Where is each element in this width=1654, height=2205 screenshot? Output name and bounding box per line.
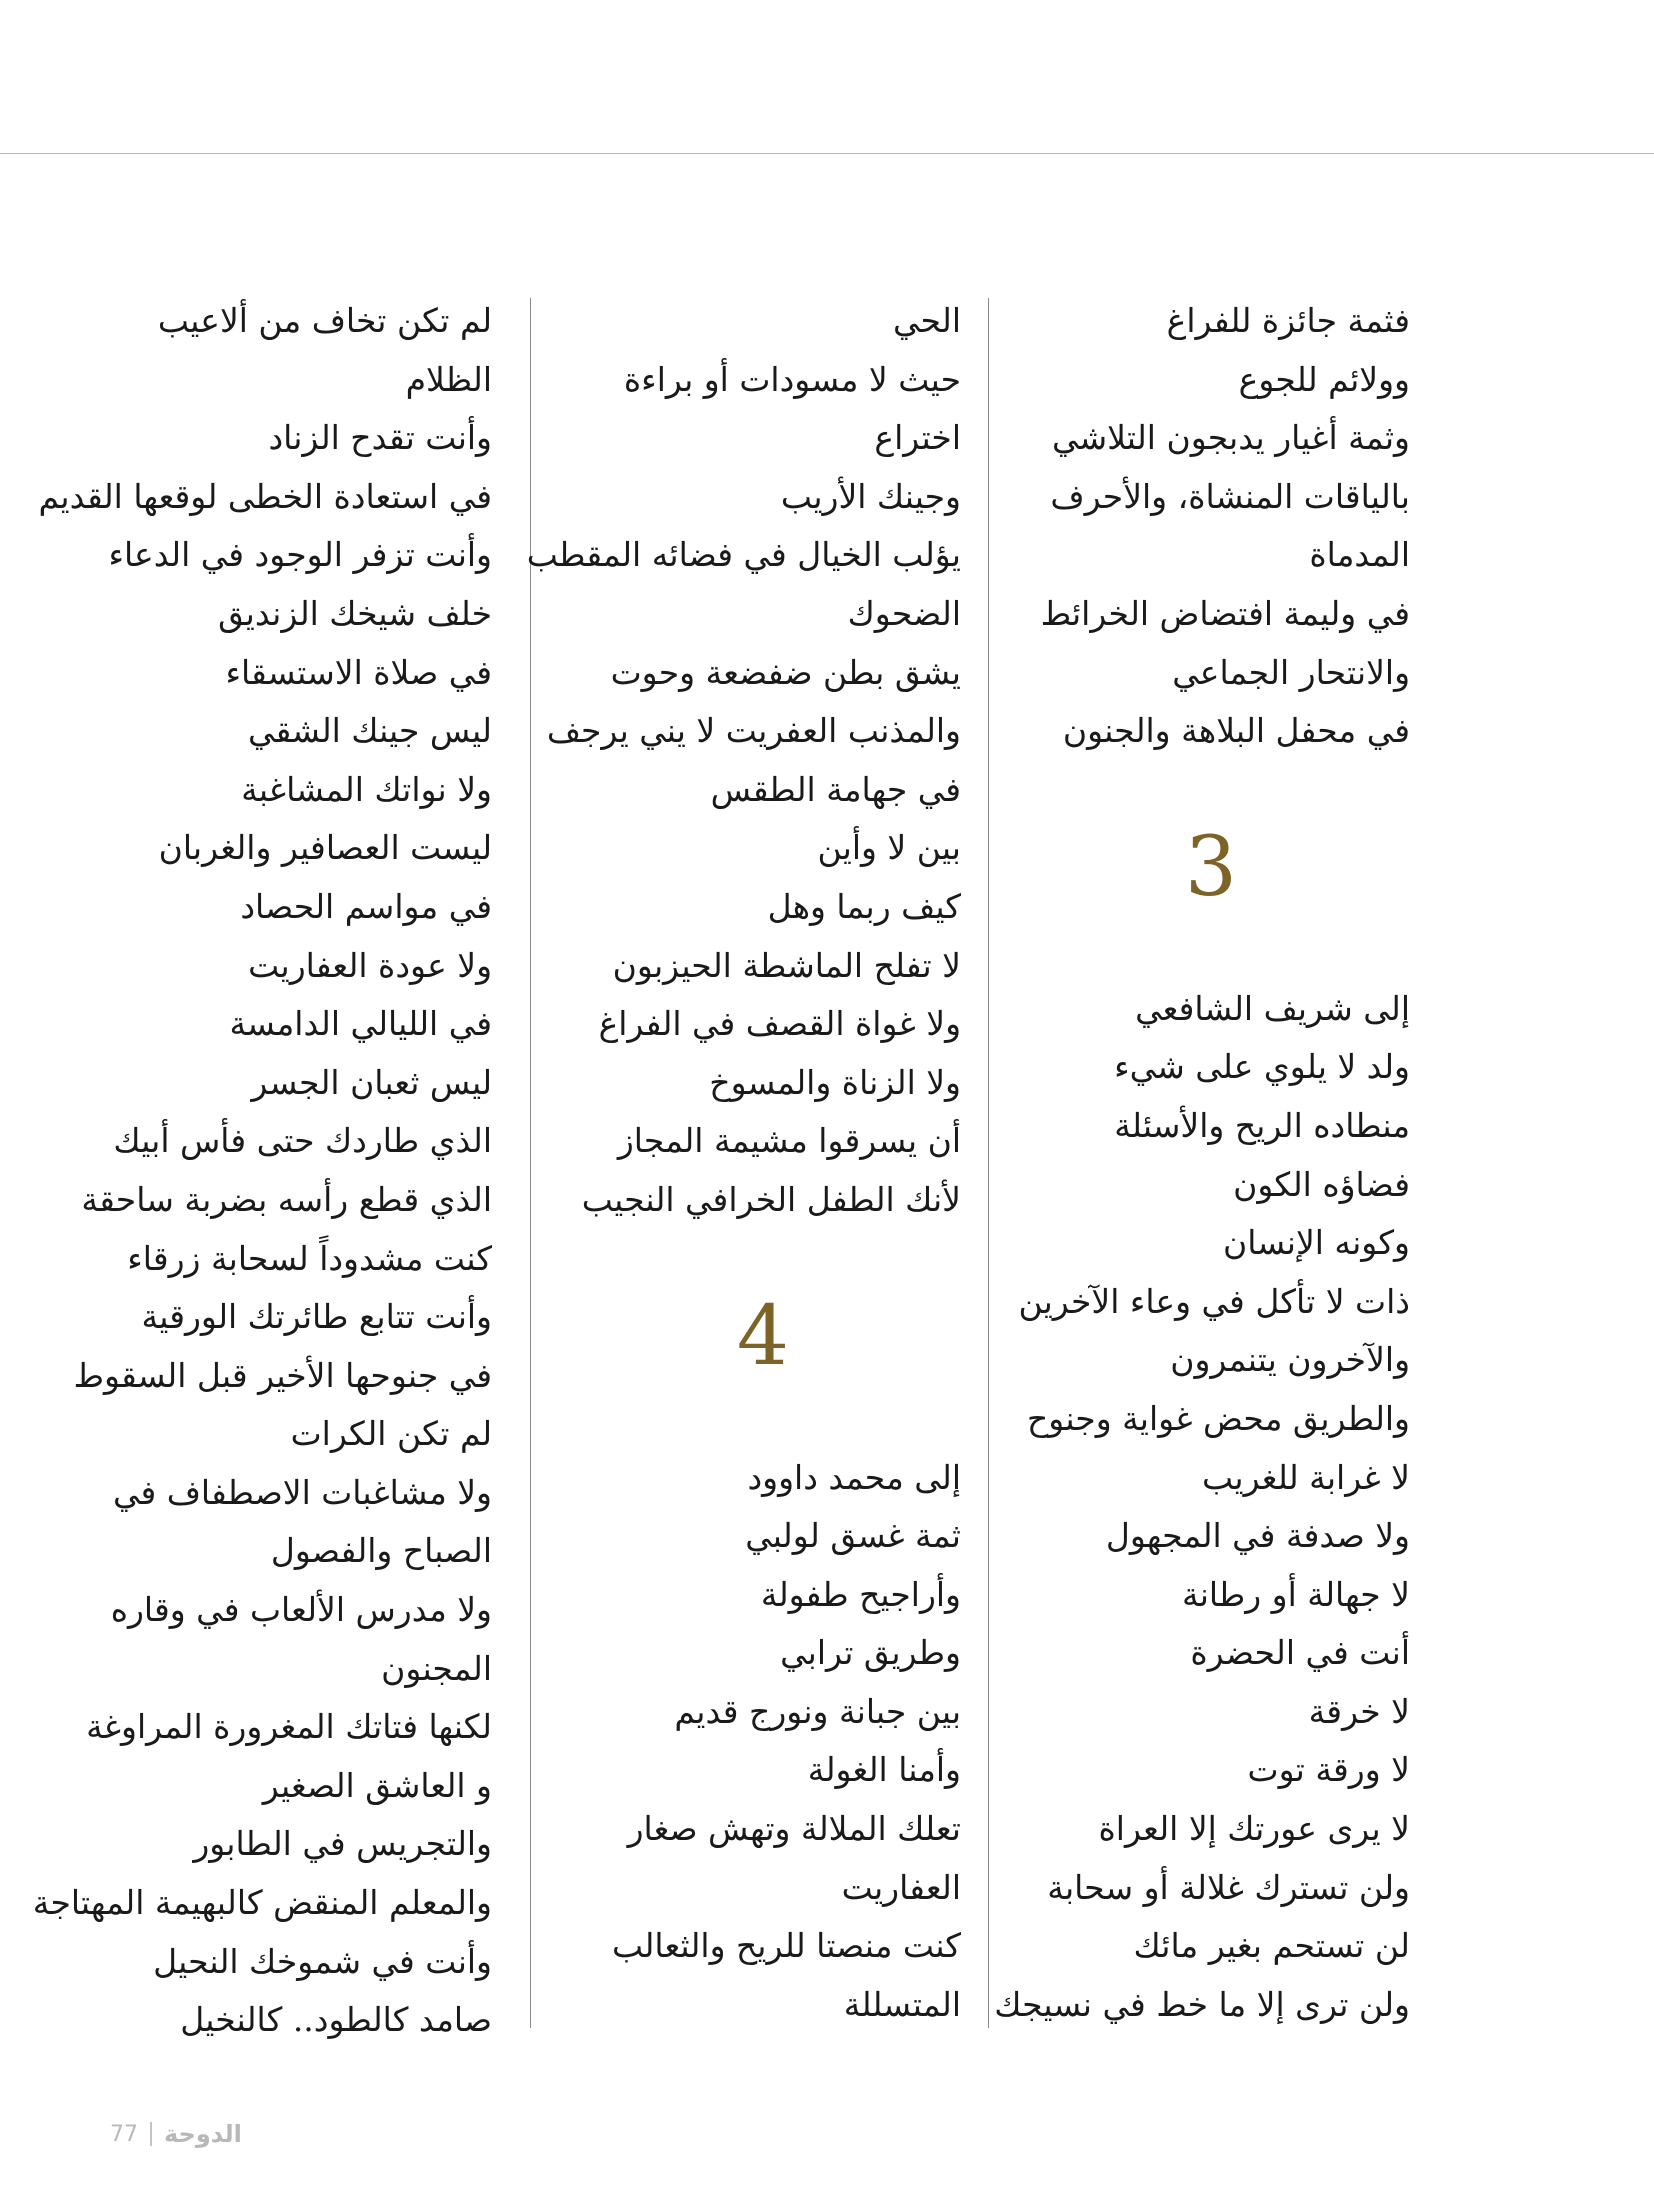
page-number: 77 xyxy=(110,2121,138,2147)
stanza-3 xyxy=(994,980,1410,2035)
poem-line: الذي قطع رأسه بضربة ساحقة xyxy=(81,1179,492,1219)
poem-line: والآخرون يتنمرون xyxy=(1170,1340,1410,1380)
header-rule xyxy=(0,153,1654,154)
poem-line: وأنت في شموخك النحيل xyxy=(153,1941,492,1981)
poem-line: إلى شريف الشافعي xyxy=(1135,988,1410,1028)
poem-line: في مواسم الحصاد xyxy=(240,886,492,926)
magazine-logo: الدوحة xyxy=(164,2120,242,2148)
poem-line: و العاشق الصغير xyxy=(262,1765,492,1805)
poem-line: وأنت تقدح الزناد xyxy=(268,418,492,458)
stanza-2-end xyxy=(1012,292,1410,761)
poem-line: الحي xyxy=(892,301,961,340)
poem-line: وأمنا الغولة xyxy=(807,1750,961,1790)
column-divider-right xyxy=(988,298,989,2028)
poem-line: في جنوحها الأخير قبل السقوط xyxy=(73,1355,492,1395)
poem-line: المدماة xyxy=(1309,535,1410,575)
poem-line: خلف شيخك الزنديق xyxy=(218,593,492,633)
poem-line: ولا نواتك المشاغبة xyxy=(241,769,492,809)
poem-line: منطاده الريح والأسئلة xyxy=(1114,1105,1410,1145)
poem-line: والمعلم المنقض كالبهيمة المهتاجة xyxy=(32,1883,492,1923)
poem-line: ليس ثعبان الجسر xyxy=(251,1062,492,1102)
poem-line: ولا غواة القصف في الفراغ xyxy=(598,1004,961,1044)
poem-line: ولا صدفة في المجهول xyxy=(1105,1516,1410,1556)
poem-line: لا تفلح الماشطة الحيزبون xyxy=(612,945,961,985)
poem-line: أنت في الحضرة xyxy=(1190,1633,1410,1673)
poem-line: وأنت تتابع طائرتك الورقية xyxy=(141,1297,492,1337)
poem-line: ليست العصافير والغربان xyxy=(158,828,492,868)
poem-line: المتسللة xyxy=(843,1984,961,2024)
poem-line: كنت منصتا للريح والثعالب xyxy=(611,1926,961,1966)
poem-line: حيث لا مسودات أو براءة xyxy=(623,359,961,399)
poem-line: ولد لا يلوي على شيء xyxy=(1114,1047,1410,1087)
poem-line: في استعادة الخطى لوقعها القديم xyxy=(38,476,492,516)
poem-line: وولائم للجوع xyxy=(1238,359,1410,399)
poem-line: وأراجيح طفولة xyxy=(760,1574,961,1614)
poem-line: لن تستحم بغير مائك xyxy=(1133,1926,1410,1966)
poem-line: لا يرى عورتك إلا العراة xyxy=(1098,1809,1410,1849)
poem-line: وثمة أغيار يدبجون التلاشي xyxy=(1051,418,1410,458)
page-footer xyxy=(110,2120,242,2148)
poem-line: ثمة غسق لولبي xyxy=(745,1516,961,1556)
poem-column-right xyxy=(994,292,1410,2034)
poem-line: تعلك الملالة وتهش صغار xyxy=(627,1809,961,1849)
poem-line: وجينك الأريب xyxy=(780,476,961,516)
poem-line: لا غرابة للغريب xyxy=(1201,1457,1410,1497)
poem-line: كيف ربما وهل xyxy=(767,886,961,926)
poem-line: لا ورقة توت xyxy=(1247,1750,1410,1790)
poem-line: والمذنب العفريت لا يني يرجف xyxy=(546,711,961,751)
poem-column-left xyxy=(32,292,492,2050)
poem-line: أن يسرقوا مشيمة المجاز xyxy=(617,1121,961,1161)
poem-line: ذات لا تأكل في وعاء الآخرين xyxy=(1018,1281,1410,1321)
poem-line: لم تكن الكرات xyxy=(290,1414,492,1454)
stanza-4 xyxy=(565,1449,961,2035)
poem-line: صامد كالطود.. كالنخيل xyxy=(180,2000,492,2040)
poem-line: كنت مشدوداً لسحابة زرقاء xyxy=(127,1238,492,1278)
section-number-4: 4 xyxy=(736,1288,790,1384)
poem-line: فضاؤه الكون xyxy=(1233,1164,1410,1204)
poem-line: في محفل البلاهة والجنون xyxy=(1062,711,1410,751)
stanza-4-end xyxy=(32,292,492,2050)
poem-line: والطريق محض غواية وجنوح xyxy=(1026,1398,1410,1438)
poem-line: بين جبانة ونورج قديم xyxy=(674,1691,961,1731)
poem-line: في جهامة الطقس xyxy=(710,769,961,809)
poem-line: لم تكن تخاف من ألاعيب xyxy=(157,301,492,340)
poem-line: المجنون xyxy=(381,1648,492,1688)
section-number-3: 3 xyxy=(1184,819,1238,915)
poem-line: لكنها فتاتك المغرورة المراوغة xyxy=(86,1707,492,1747)
poem-line: لا جهالة أو رطانة xyxy=(1182,1574,1410,1614)
poem-line: ولا عودة العفاريت xyxy=(248,945,492,985)
poem-line: والتجريس في الطابور xyxy=(193,1824,492,1864)
poem-line: اختراع xyxy=(874,418,961,458)
poem-line: في وليمة افتضاض الخرائط xyxy=(1040,593,1410,633)
poem-line: العفاريت xyxy=(841,1867,961,1907)
poem-line: إلى محمد داوود xyxy=(747,1457,961,1497)
poem-line: الصباح والفصول xyxy=(270,1531,492,1571)
poem-line: لا خرقة xyxy=(1308,1691,1410,1731)
poem-line: ولا مشاغبات الاصطفاف في xyxy=(112,1472,492,1512)
poem-line: وكونه الإنسان xyxy=(1223,1223,1410,1263)
poem-line: في صلاة الاستسقاء xyxy=(225,652,492,692)
poem-line: ولا الزناة والمسوخ xyxy=(709,1062,961,1102)
stanza-3-end xyxy=(526,292,961,1230)
poem-line: ليس جينك الشقي xyxy=(247,711,492,751)
poem-line: بين لا وأين xyxy=(817,828,961,868)
poem-line: يشق بطن ضفضعة وحوت xyxy=(610,652,961,692)
poem-line: ولن تسترك غلالة أو سحابة xyxy=(1047,1867,1410,1907)
poem-column-middle xyxy=(526,292,961,2034)
poem-line: الضحوك xyxy=(847,593,961,633)
poem-line: والانتحار الجماعي xyxy=(1172,652,1410,692)
poem-line: ولا مدرس الألعاب في وقاره xyxy=(110,1590,492,1630)
poem-line: الظلام xyxy=(405,359,492,399)
poem-line: ولن ترى إلا ما خط في نسيجك xyxy=(994,1984,1410,2024)
poem-line: في الليالي الدامسة xyxy=(229,1004,492,1044)
poem-line: لأنك الطفل الخرافي النجيب xyxy=(581,1179,961,1219)
footer-divider xyxy=(150,2122,152,2146)
poem-line: يؤلب الخيال في فضائه المقطب xyxy=(526,535,961,575)
poem-line: الذي طاردك حتى فأس أبيك xyxy=(113,1121,492,1161)
poem-line: وأنت تزفر الوجود في الدعاء xyxy=(108,535,492,575)
poem-line: بالياقات المنشاة، والأحرف xyxy=(1050,476,1410,516)
poem-line: فثمة جائزة للفراغ xyxy=(1166,301,1410,340)
poem-line: وطريق ترابي xyxy=(780,1633,961,1673)
